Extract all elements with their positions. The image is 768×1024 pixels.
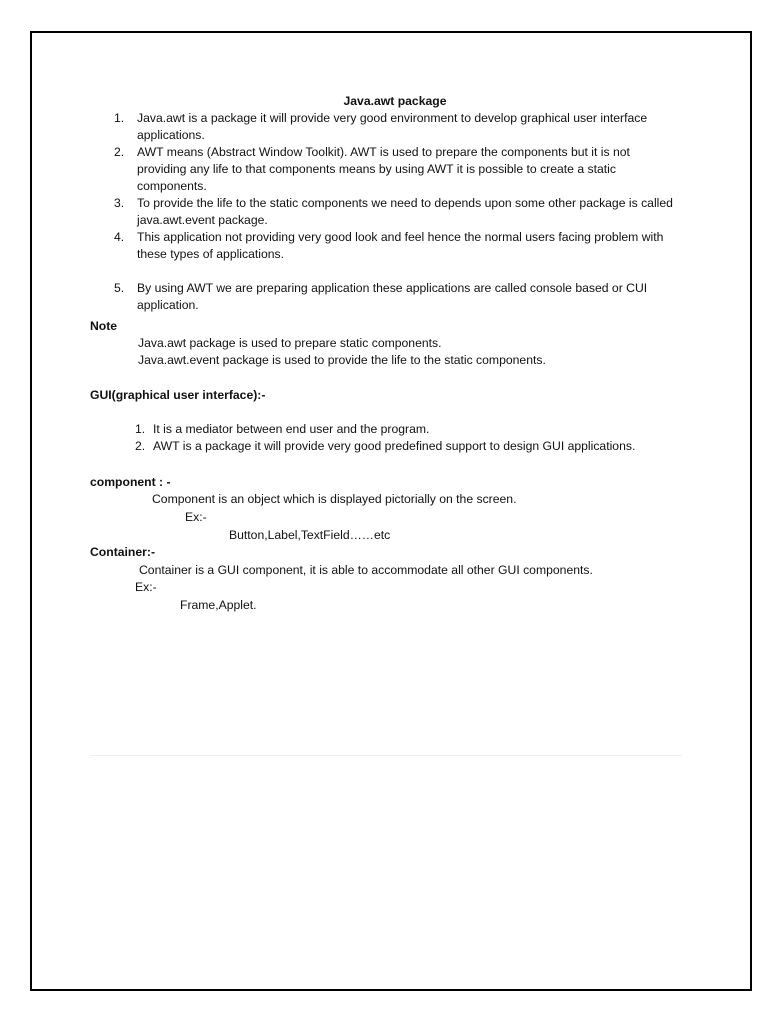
list-item-number: 5. <box>114 281 125 295</box>
list-item <box>102 195 677 229</box>
component-ex-label: Ex:- <box>185 510 207 524</box>
list-item-text: To provide the life to the static components we need to depends upon some other package is called java.awt.event package. <box>137 196 673 227</box>
container-examples: Frame,Applet. <box>180 598 257 612</box>
list-item-number: 4. <box>114 230 125 244</box>
gui-heading: GUI(graphical user interface):- <box>90 388 266 402</box>
list-item-number: 1. <box>135 422 146 436</box>
list-item-text: AWT means (Abstract Window Toolkit). AWT is used to prepare the components but it is not providing any life to that components means by using AWT it is possible to create a static components. <box>137 145 630 193</box>
list-item <box>127 421 635 438</box>
list-item <box>127 438 635 455</box>
list-item-text: It is a mediator between end user and the program. <box>153 422 430 436</box>
list-item <box>102 110 677 144</box>
component-heading: component : - <box>90 475 171 489</box>
document-title: Java.awt package <box>343 94 447 108</box>
list-item-number: 1. <box>114 111 125 125</box>
divider <box>90 755 682 756</box>
list-item-number: 3. <box>114 196 125 210</box>
list-item-number: 2. <box>135 439 146 453</box>
list-item <box>102 229 677 263</box>
gui-numbered-list <box>127 421 635 455</box>
list-item-text: AWT is a package it will provide very good predefined support to design GUI applications. <box>153 439 636 453</box>
main-numbered-list <box>102 110 677 314</box>
note-line-1: Java.awt package is used to prepare static components. <box>138 336 442 350</box>
container-definition: Container is a GUI component, it is able to accommodate all other GUI components. <box>139 563 593 577</box>
list-item <box>102 144 677 195</box>
component-definition: Component is an object which is displayed pictorially on the screen. <box>152 492 517 506</box>
list-item-text: By using AWT we are preparing application these applications are called console based or CUI application. <box>137 281 648 312</box>
note-heading: Note <box>90 319 118 333</box>
list-item-text: This application not providing very good look and feel hence the normal users facing problem with these types of applications. <box>137 230 664 261</box>
note-line-2: Java.awt.event package is used to provide the life to the static components. <box>138 353 546 367</box>
list-item <box>102 280 677 314</box>
document-page <box>30 31 752 991</box>
list-item-text: Java.awt is a package it will provide very good environment to develop graphical user interface applications. <box>137 111 648 142</box>
container-heading: Container:- <box>90 545 155 559</box>
list-item-number: 2. <box>114 145 125 159</box>
container-ex-label: Ex:- <box>135 580 157 594</box>
component-examples: Button,Label,TextField……etc <box>229 528 391 542</box>
